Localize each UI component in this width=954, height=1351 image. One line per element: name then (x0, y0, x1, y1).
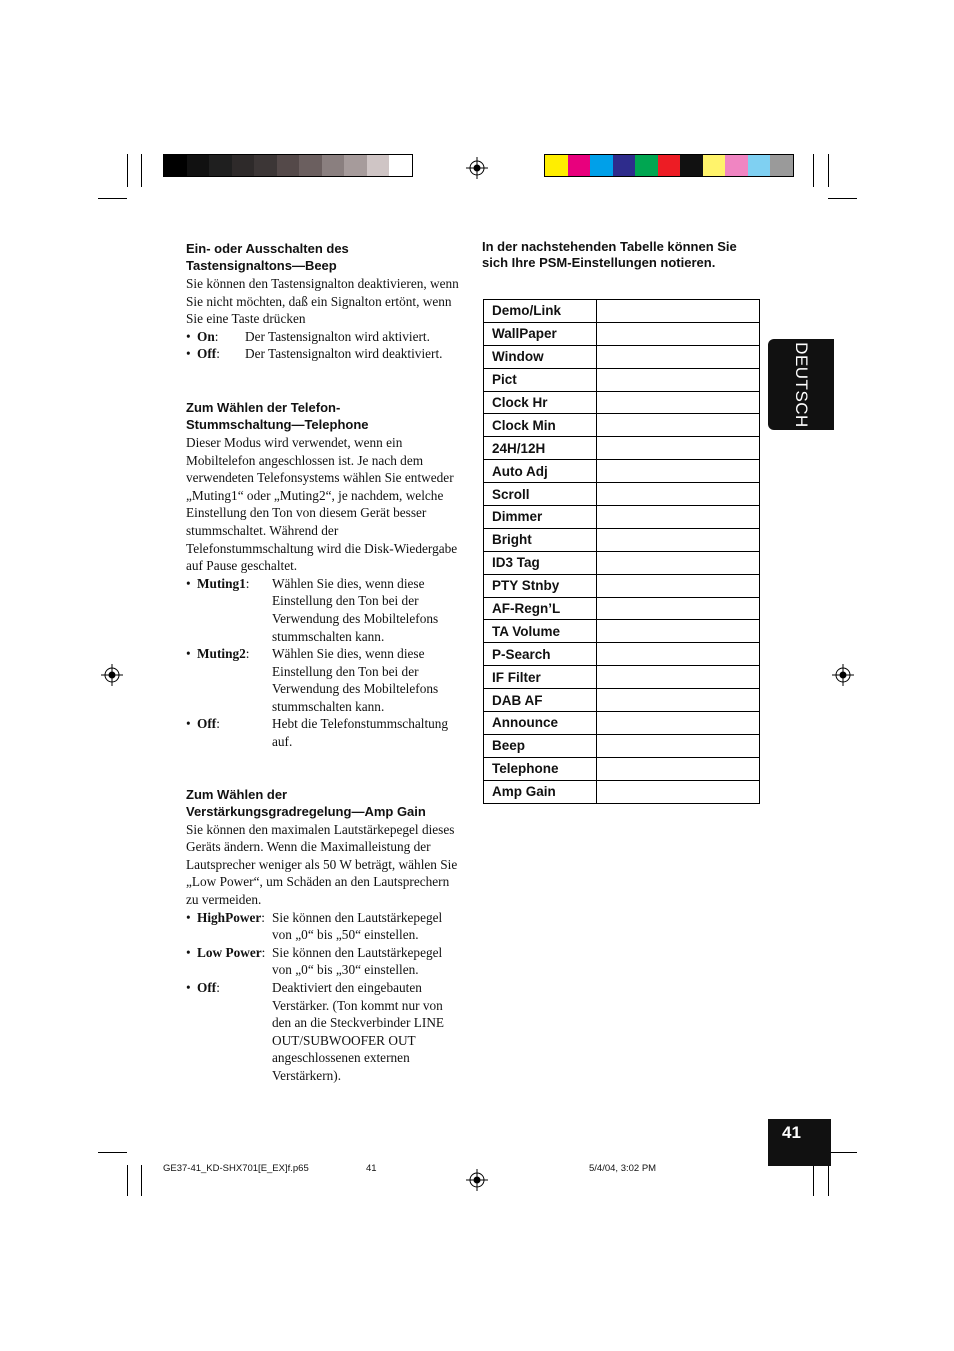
option-list (186, 575, 462, 751)
table-row (484, 528, 760, 551)
registration-mark-icon (466, 157, 488, 179)
setting-name-cell: AF-Regn’L (484, 597, 597, 620)
crop-mark (98, 1152, 127, 1153)
setting-name-cell: Bright (484, 528, 597, 551)
section-heading: Ein- oder Ausschalten des (186, 241, 349, 256)
option-item (186, 328, 462, 346)
setting-name-cell: DAB AF (484, 689, 597, 712)
option-separator: : (245, 646, 250, 662)
table-row (484, 551, 760, 574)
option-separator: : (261, 944, 266, 960)
option-item (186, 575, 462, 645)
bullet-icon: • (186, 346, 191, 362)
setting-value-cell[interactable] (597, 574, 760, 597)
gray-swatch (232, 155, 255, 176)
color-swatch (725, 155, 748, 176)
option-key: HighPower (197, 909, 262, 925)
crop-mark (127, 154, 128, 187)
section-beep (186, 240, 462, 363)
table-row (484, 757, 760, 780)
gray-swatch (299, 155, 322, 176)
color-swatch (635, 155, 658, 176)
setting-name-cell: TA Volume (484, 620, 597, 643)
setting-value-cell[interactable] (597, 506, 760, 529)
grayscale-color-bar (163, 154, 413, 177)
setting-name-cell: Demo/Link (484, 300, 597, 323)
table-row (484, 345, 760, 368)
crop-mark (141, 154, 142, 187)
option-key: On (197, 328, 215, 344)
gray-swatch (254, 155, 277, 176)
table-row (484, 734, 760, 757)
option-key-wrap (197, 979, 272, 1085)
bullet-icon: • (186, 328, 191, 344)
setting-name-cell: Auto Adj (484, 460, 597, 483)
table-row (484, 643, 760, 666)
option-key-wrap (197, 909, 272, 944)
crop-mark (127, 1165, 128, 1196)
color-swatch (590, 155, 613, 176)
crop-mark (828, 1165, 829, 1196)
option-key: Muting1 (197, 575, 246, 591)
section-heading: Tastensignaltons—Beep (186, 258, 337, 273)
table-row (484, 460, 760, 483)
option-item (186, 345, 462, 363)
setting-name-cell: Dimmer (484, 506, 597, 529)
crop-mark (828, 154, 829, 187)
color-swatch (703, 155, 726, 176)
option-text: Hebt die Telefonstummschaltung auf. (272, 716, 449, 750)
table-row (484, 689, 760, 712)
section-body: Sie können den Tastensignalton deaktivieren, wenn Sie nicht möchten, daß ein Signalton ertönt, wenn Sie eine Taste drücken (186, 276, 459, 327)
option-text: Wählen Sie dies, wenn diese Einstellung den Ton bei der Verwendung des Mobiltelefons stummschalten kann. (272, 575, 439, 644)
option-separator: : (214, 328, 219, 344)
footer-page: 41 (366, 1163, 377, 1174)
setting-value-cell[interactable] (597, 757, 760, 780)
crop-mark (828, 1152, 857, 1153)
option-text: Wählen Sie dies, wenn diese Einstellung den Ton bei der Verwendung des Mobiltelefons stummschalten kann. (272, 646, 439, 714)
option-key: Off (197, 716, 217, 732)
gray-swatch (164, 155, 187, 176)
setting-value-cell[interactable] (597, 780, 760, 803)
setting-name-cell: Beep (484, 734, 597, 757)
footer-filename: GE37-41_KD-SHX701[E_EX]f.p65 (163, 1163, 309, 1174)
psm-settings-table (483, 299, 760, 804)
bullet-icon: • (186, 980, 191, 995)
setting-value-cell[interactable] (597, 620, 760, 643)
option-key-wrap (197, 328, 245, 346)
setting-value-cell[interactable] (597, 483, 760, 506)
setting-name-cell: 24H/12H (484, 437, 597, 460)
setting-value-cell[interactable] (597, 551, 760, 574)
section-body: Dieser Modus wird verwendet, wenn ein Mobiltelefon angeschlossen ist. Je nach dem verwendeten Telefonsystems wählen Sie entweder „Muting1“ oder „Muting2“, je nachdem, welche Einstellung den Ton von diesem Gerät besser stummschaltet. Während der Telefonstummschaltung wird die Disk-Wiedergabe auf Pause geschaltet. (186, 434, 458, 574)
setting-value-cell[interactable] (597, 437, 760, 460)
setting-value-cell[interactable] (597, 528, 760, 551)
setting-value-cell[interactable] (597, 414, 760, 437)
setting-name-cell: Clock Hr (484, 391, 597, 414)
gray-swatch (322, 155, 345, 176)
setting-value-cell[interactable] (597, 391, 760, 414)
option-list (186, 328, 462, 363)
process-color-bar (544, 154, 794, 177)
color-swatch (568, 155, 591, 176)
table-row (484, 368, 760, 391)
setting-name-cell: PTY Stnby (484, 574, 597, 597)
section-body: Sie können den maximalen Lautstärkepegel dieses Geräts ändern. Wenn die Maximalleistung der Lautsprecher weniger als 50 W beträgt, wählen Sie „Low Power“, um Schäden an den Lautsprechern zu vermeiden. (186, 821, 458, 908)
option-key-wrap (197, 345, 245, 363)
option-item (186, 715, 462, 750)
option-separator: : (216, 716, 220, 732)
option-item (186, 645, 462, 715)
bullet-icon: • (186, 944, 191, 960)
option-item (186, 944, 462, 979)
setting-name-cell: Announce (484, 712, 597, 735)
option-text: Der Tastensignalton wird deaktiviert. (245, 346, 443, 362)
option-key-wrap (197, 575, 272, 645)
table-row (484, 483, 760, 506)
setting-value-cell[interactable] (597, 460, 760, 483)
table-row (484, 391, 760, 414)
page-number: 41 (782, 1123, 801, 1142)
table-intro: In der nachstehenden Tabelle können Sie sich Ihre PSM-Einstellungen notieren. (482, 239, 737, 270)
setting-name-cell: P-Search (484, 643, 597, 666)
setting-value-cell[interactable] (597, 322, 760, 345)
setting-name-cell: IF Filter (484, 666, 597, 689)
crop-mark (141, 1165, 142, 1196)
gray-swatch (277, 155, 300, 176)
left-column (186, 240, 462, 1085)
option-separator: : (216, 346, 220, 362)
crop-mark (98, 198, 127, 199)
setting-name-cell: Window (484, 345, 597, 368)
option-item (186, 909, 462, 944)
crop-mark (813, 154, 814, 187)
setting-name-cell: WallPaper (484, 322, 597, 345)
table-row (484, 574, 760, 597)
gray-swatch (209, 155, 232, 176)
language-tab (768, 339, 834, 430)
language-label: DEUTSCH (792, 341, 811, 428)
option-key: Off (197, 346, 217, 362)
option-key-wrap (197, 715, 272, 750)
setting-value-cell[interactable] (597, 300, 760, 323)
table-row (484, 780, 760, 803)
registration-mark-icon (101, 664, 123, 686)
option-list (186, 909, 462, 1085)
setting-value-cell[interactable] (597, 734, 760, 757)
registration-mark-icon (832, 664, 854, 686)
setting-name-cell: Clock Min (484, 414, 597, 437)
setting-name-cell: Pict (484, 368, 597, 391)
table-row (484, 620, 760, 643)
section-telephone (186, 399, 462, 751)
option-key: Muting2 (197, 646, 246, 662)
table-row (484, 712, 760, 735)
table-row (484, 597, 760, 620)
setting-name-cell: ID3 Tag (484, 551, 597, 574)
option-key: Off (197, 980, 217, 995)
table-row (484, 666, 760, 689)
section-heading: Verstärkungsgradregelung—Amp Gain (186, 803, 426, 819)
color-swatch (613, 155, 636, 176)
setting-value-cell[interactable] (597, 368, 760, 391)
crop-mark (828, 198, 857, 199)
setting-name-cell: Telephone (484, 757, 597, 780)
color-swatch (545, 155, 568, 176)
setting-value-cell[interactable] (597, 643, 760, 666)
bullet-icon: • (186, 646, 191, 662)
setting-value-cell[interactable] (597, 345, 760, 368)
table-row (484, 300, 760, 323)
gray-swatch (187, 155, 210, 176)
option-text: Der Tastensignalton wird aktiviert. (245, 328, 430, 344)
table-row (484, 414, 760, 437)
gray-swatch (389, 155, 412, 176)
option-item (186, 979, 462, 1085)
option-text: Sie können den Lautstärkepegel von „0“ bis „30“ einstellen. (272, 944, 443, 978)
color-swatch (748, 155, 771, 176)
gray-swatch (344, 155, 367, 176)
bullet-icon: • (186, 909, 191, 925)
section-heading: Stummschaltung—Telephone (186, 416, 369, 432)
section-heading: Zum Wählen der (186, 786, 288, 802)
footer-date: 5/4/04, 3:02 PM (589, 1163, 657, 1174)
page-number-box (768, 1119, 831, 1166)
setting-value-cell[interactable] (597, 689, 760, 712)
setting-value-cell[interactable] (597, 666, 760, 689)
option-key-wrap (197, 944, 272, 979)
option-separator: : (261, 909, 265, 925)
setting-value-cell[interactable] (597, 712, 760, 735)
setting-name-cell: Amp Gain (484, 780, 597, 803)
section-amp-gain (186, 786, 462, 1085)
table-row (484, 437, 760, 460)
color-swatch (680, 155, 703, 176)
setting-name-cell: Scroll (484, 483, 597, 506)
table-row (484, 322, 760, 345)
setting-value-cell[interactable] (597, 597, 760, 620)
option-separator: : (245, 575, 250, 591)
crop-mark (813, 1165, 814, 1196)
bullet-icon: • (186, 575, 191, 591)
gray-swatch (367, 155, 390, 176)
option-text: Deaktiviert den eingebauten Verstärker. (Ton kommt nur von den an die Steckverbinder LINE OUT/SUBWOOFER OUT angeschlossenen externen Verstärkern). (272, 980, 445, 1083)
registration-mark-icon (466, 1169, 488, 1191)
option-key: Low Power (197, 944, 262, 960)
option-text: Sie können den Lautstärkepegel von „0“ bis „50“ einstellen. (272, 909, 443, 943)
option-separator: : (216, 980, 220, 995)
table-row (484, 506, 760, 529)
bullet-icon: • (186, 716, 191, 732)
color-swatch (658, 155, 681, 176)
option-key-wrap (197, 645, 272, 715)
color-swatch (770, 155, 793, 176)
section-heading: Zum Wählen der Telefon- (186, 399, 341, 415)
